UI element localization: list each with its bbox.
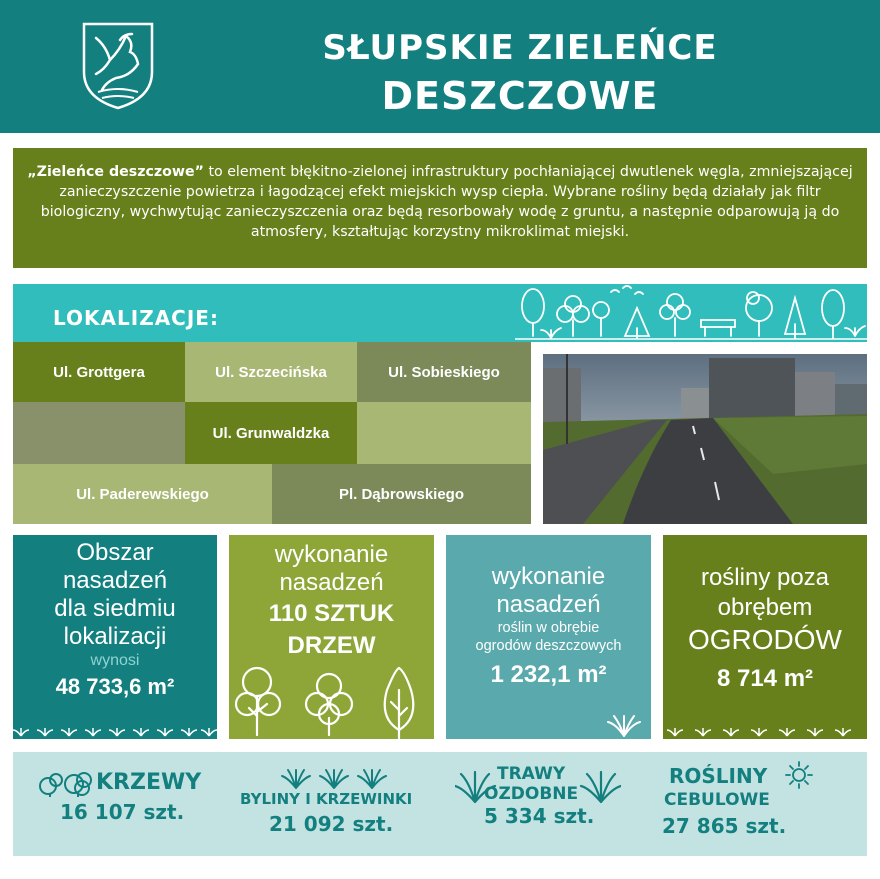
stat-gardens-line4: ogrodów deszczowych [475, 638, 622, 654]
stat-outside-tile [663, 535, 867, 739]
street-photo [543, 354, 867, 524]
grass-label1: TRAWY [497, 764, 566, 784]
stat-outside-line1: rośliny poza [700, 564, 830, 591]
shrubs-icon [36, 770, 94, 798]
bulbs-label1: ROŚLINY [669, 764, 768, 788]
stat-trees-line2: nasadzeń [279, 569, 384, 596]
stat-gardens-line2: nasadzeń [496, 591, 601, 618]
stat-outside-value: 8 714 m² [716, 665, 814, 692]
stat-area-value: 48 733,6 m² [55, 674, 175, 699]
location-grunwaldzka: Ul. Grunwaldzka [185, 402, 357, 464]
shrubs-value: 16 107 szt. [60, 800, 185, 824]
bulbs-value: 27 865 szt. [662, 814, 787, 838]
grass-label2: OZDOBNE [484, 784, 579, 804]
stat-area-line3: dla siedmiu [54, 595, 176, 622]
intro-bold: „Zieleńce deszczowe” [27, 164, 204, 180]
stat-gardens-line3: roślin w obrębie [497, 620, 600, 636]
stat-area-line2: nasadzeń [62, 567, 168, 594]
stat-gardens-tile [446, 535, 651, 739]
bulbs-label2: CEBULOWE [664, 790, 770, 810]
grass-tuft-icon [606, 712, 642, 738]
stat-area-line5: wynosi [90, 652, 140, 669]
grass-row-icon-2 [663, 724, 867, 738]
page-title: SŁUPSKIE ZIELEŃCE [322, 28, 718, 68]
intro-text [13, 148, 867, 268]
stat-area-tile [13, 535, 217, 739]
shrubs-label: KRZEWY [96, 770, 202, 795]
grass-value: 5 334 szt. [484, 804, 595, 828]
trees-icon [229, 660, 434, 739]
location-grottgera: Ul. Grottgera [13, 342, 185, 402]
stat-trees-value2: DRZEW [287, 632, 376, 659]
stat-area-line1: Obszar [76, 539, 154, 566]
perennials-icon [280, 766, 390, 790]
stat-area-line4: lokalizacji [63, 623, 167, 650]
stat-trees-line1: wykonanie [274, 541, 389, 568]
perennials-value: 21 092 szt. [269, 812, 394, 836]
location-szczecinska: Ul. Szczecińska [185, 342, 357, 402]
stat-outside-line3: OGRODÓW [688, 624, 842, 655]
park-trees-illustration-icon [515, 284, 867, 342]
localizations-title: LOKALIZACJE: [53, 306, 219, 330]
stat-trees-value1: 110 SZTUK [268, 600, 395, 627]
location-empty-2 [357, 402, 531, 464]
location-empty-1 [13, 402, 185, 464]
coat-of-arms-griffin-icon [80, 20, 156, 110]
page-subtitle: DESZCZOWE [381, 74, 659, 118]
sun-icon [784, 760, 814, 790]
stat-outside-line2: obrębem [717, 594, 813, 621]
location-dabrowskiego: Pl. Dąbrowskiego [272, 464, 531, 524]
grass-row-icon [13, 724, 217, 738]
stat-gardens-value: 1 232,1 m² [490, 661, 607, 688]
location-sobieskiego: Ul. Sobieskiego [357, 342, 531, 402]
stat-gardens-line1: wykonanie [491, 563, 606, 590]
perennials-label: BYLINY I KRZEWINKI [240, 790, 413, 808]
intro-body: to element błękitno-zielonej infrastruktury pochłaniającej dwutlenek węgla, zmniejszającej zanieczyszczenie powietrza i łagodzącej efekt miejskich wysp ciepła. Wybrane rośliny będą działały jak filtr biologiczny, wychwytując zanieczyszczenia oraz będą resorbowały wodę z gruntu, a następnie odparowują ją do atmosfery, kształtując korzystny mikroklimat miejski. [40, 164, 853, 240]
location-paderewskiego: Ul. Paderewskiego [13, 464, 272, 524]
